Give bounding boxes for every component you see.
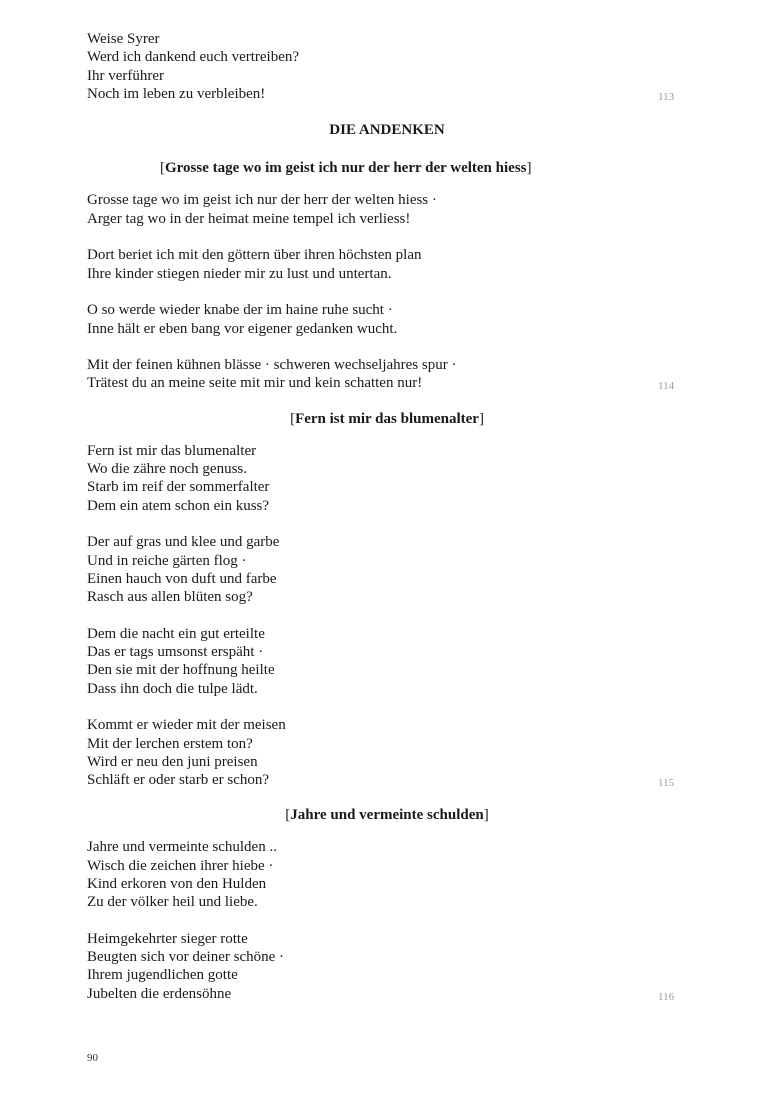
verse-line: Heimgekehrter sieger rotte xyxy=(87,930,248,947)
poem-title: [Grosse tage wo im geist ich nur der herr der welten hiess] xyxy=(160,160,532,177)
verse-line: O so werde wieder knabe der im haine ruhe sucht · xyxy=(87,302,393,319)
verse-text: Schläft er oder starb er schon? xyxy=(87,772,270,789)
verse-line: Werd ich dankend euch vertreiben? xyxy=(87,49,300,66)
verse-line: Mit der lerchen erstem ton? xyxy=(87,735,253,752)
poem-title: [Fern ist mir das blumenalter] xyxy=(290,410,484,427)
verse-line: Fern ist mir das blumenalter xyxy=(87,442,257,459)
stanza xyxy=(87,533,687,606)
verse-line: Und in reiche gärten flog · xyxy=(87,552,247,569)
verse-text: Jubelten die erdensöhne xyxy=(87,985,232,1002)
verse-line: Den sie mit der hoffnung heilte xyxy=(87,662,275,679)
section-title: DIE ANDENKEN xyxy=(329,122,445,139)
verse-line: Zu der völker heil und liebe. xyxy=(87,894,258,911)
verse-line: Dort beriet ich mit den göttern über ihren höchsten plan xyxy=(87,247,422,264)
verse-line: Jahre und vermeinte schulden .. xyxy=(87,839,277,856)
stanza xyxy=(87,716,687,789)
verse-line xyxy=(87,985,687,1003)
page-number: 90 xyxy=(87,1052,98,1064)
reference-number: 115 xyxy=(658,777,675,790)
stanza xyxy=(87,301,687,338)
poem-title-text: Fern ist mir das blumenalter xyxy=(295,410,479,427)
verse-line xyxy=(87,374,687,392)
verse-line: Rasch aus allen blüten sog? xyxy=(87,589,253,606)
verse-line: Ihr verführer xyxy=(87,67,165,84)
verse-line xyxy=(87,85,687,103)
verse-line: Kommt er wieder mit der meisen xyxy=(87,717,286,734)
verse-line: Dass ihn doch die tulpe lädt. xyxy=(87,680,258,697)
verse-line: Das er tags umsonst erspäht · xyxy=(87,644,264,661)
verse-line: Inne hält er eben bang vor eigener gedanken wucht. xyxy=(87,320,398,337)
verse-line: Mit der feinen kühnen blässe · schweren wechseljahres spur · xyxy=(87,357,457,374)
stanza xyxy=(87,442,687,515)
verse-line: Kind erkoren von den Hulden xyxy=(87,875,267,892)
poem-title: [Jahre und vermeinte schulden] xyxy=(285,807,489,824)
verse-text: Trätest du an meine seite mit mir und kein schatten nur! xyxy=(87,375,423,392)
stanza xyxy=(87,838,687,911)
verse-line: Starb im reif der sommerfalter xyxy=(87,479,270,496)
verse-line: Ihrem jugendlichen gotte xyxy=(87,967,238,984)
verse-line: Der auf gras und klee und garbe xyxy=(87,534,280,551)
verse-line: Dem die nacht ein gut erteilte xyxy=(87,625,265,642)
reference-number: 114 xyxy=(658,380,675,393)
reference-number: 113 xyxy=(658,90,675,103)
verse-line xyxy=(87,771,687,789)
verse-text: Noch im leben zu verbleiben! xyxy=(87,85,266,102)
stanza xyxy=(87,246,687,283)
reference-number: 116 xyxy=(658,990,675,1003)
verse-line: Wo die zähre noch genuss. xyxy=(87,461,247,478)
verse-line: Weise Syrer xyxy=(87,31,160,47)
stanza xyxy=(87,191,687,228)
verse-line: Ihre kinder stiegen nieder mir zu lust und untertan. xyxy=(87,265,392,282)
verse-line: Beugten sich vor deiner schöne · xyxy=(87,949,285,966)
verse-line: Wisch die zeichen ihrer hiebe · xyxy=(87,857,274,874)
verse-line: Dem ein atem schon ein kuss? xyxy=(87,497,270,514)
verse-line: Wird er neu den juni preisen xyxy=(87,753,258,770)
verse-line: Arger tag wo in der heimat meine tempel ich verliess! xyxy=(87,210,411,227)
poem-title-text: Grosse tage wo im geist ich nur der herr der welten hiess xyxy=(165,160,527,177)
verse-line: Grosse tage wo im geist ich nur der herr der welten hiess · xyxy=(87,192,437,209)
opening-fragment xyxy=(87,30,687,103)
stanza xyxy=(87,625,687,698)
stanza xyxy=(87,930,687,1003)
poem-title-text: Jahre und vermeinte schulden xyxy=(290,807,484,824)
page-content xyxy=(87,30,687,1003)
verse-line: Einen hauch von duft und farbe xyxy=(87,570,277,587)
stanza xyxy=(87,356,687,393)
